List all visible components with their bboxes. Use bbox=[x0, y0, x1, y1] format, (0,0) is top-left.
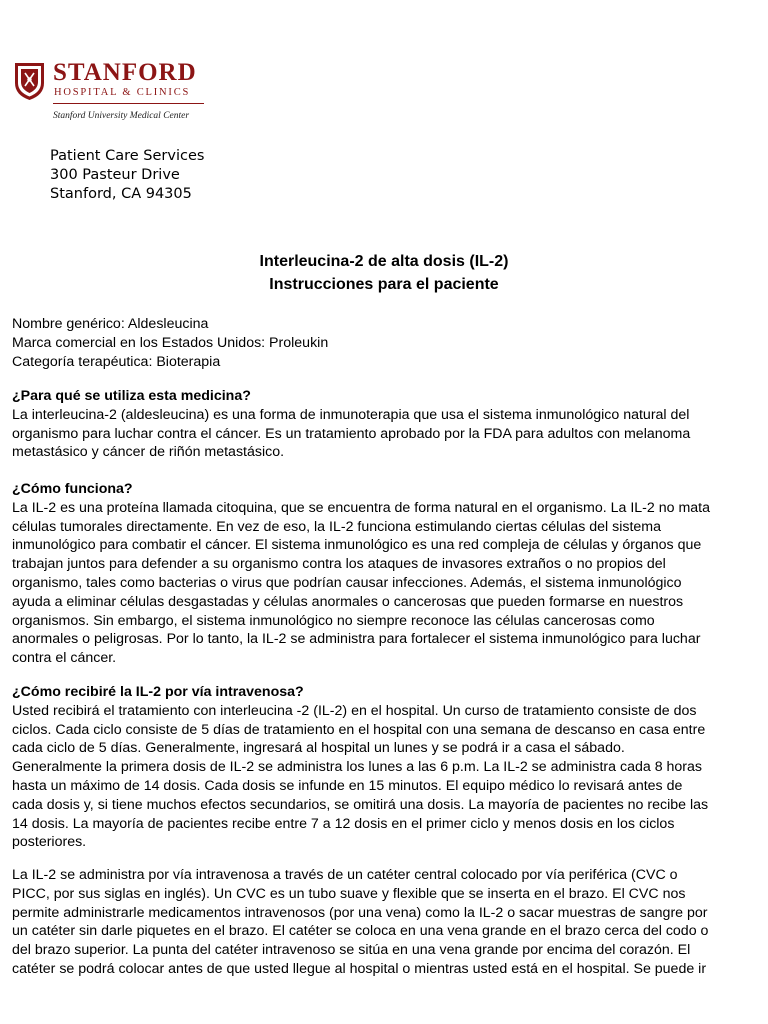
document-title: Interleucina-2 de alta dosis (IL-2) bbox=[259, 253, 509, 270]
document-subtitle: Instrucciones para el paciente bbox=[269, 276, 499, 293]
section-heading: ¿Cómo funciona? bbox=[12, 481, 133, 497]
paragraph-line: organismos. Sin embargo, el sistema inmunológico no siempre reconoce las células cancerosas como bbox=[12, 612, 655, 629]
generic-name: Nombre genérico: Aldesleucina bbox=[12, 316, 209, 332]
paragraph-line: contra el cáncer. bbox=[12, 650, 117, 667]
brand-name-us: Marca comercial en los Estados Unidos: Proleukin bbox=[12, 334, 329, 351]
paragraph-line: hasta un máximo de 14 dosis. Cada dosis se infunde en 15 minutos. El equipo médico lo revisará antes de bbox=[12, 777, 683, 794]
section-heading: ¿Cómo recibiré la IL-2 por vía intravenosa? bbox=[12, 684, 304, 700]
section-iv-administration bbox=[12, 683, 762, 852]
address-line: Patient Care Services bbox=[50, 148, 205, 164]
brand-subtitle: HOSPITAL & CLINICS bbox=[54, 87, 191, 98]
paragraph-line: posteriores. bbox=[12, 834, 87, 851]
paragraph-line: PICC, por sus siglas en inglés). Un CVC es un tubo suave y flexible que se inserta en el brazo. El CVC nos bbox=[12, 885, 686, 902]
section-heading: ¿Para qué se utiliza esta medicina? bbox=[12, 388, 251, 404]
paragraph-line: organismo para luchar contra el cáncer. Es un tratamiento aprobado por la FDA para adultos con melanoma bbox=[12, 425, 691, 442]
address-line: Stanford, CA 94305 bbox=[50, 186, 192, 202]
paragraph-line: ayuda a eliminar células desgastadas y células anormales o cancerosas que pueden formarse en nuestros bbox=[12, 593, 684, 610]
paragraph-line: cada ciclo de 5 días. Generalmente, ingresará al hospital un lunes y se podrá ir a casa el sábado. bbox=[12, 740, 625, 757]
paragraph-line: cada dosis y, si tiene muchos efectos secundarios, se omitirá una dosis. La mayoría de pacientes no recibe las bbox=[12, 796, 709, 813]
paragraph-line: 14 dosis. La mayoría de pacientes recibe entre 7 a 12 dosis en el primer ciclo y menos dosis en los ciclos bbox=[12, 815, 675, 832]
drug-info bbox=[12, 315, 762, 371]
brand-name: STANFORD bbox=[53, 59, 197, 86]
section-uses bbox=[12, 387, 762, 462]
paragraph-line: trabajan juntos para defender a su organismo contra los ataques de invasores extraños o no propios del bbox=[12, 556, 666, 573]
paragraph-line: organismo, tales como bacterias o virus que podrían causar infecciones. Además, el sistema inmunológico bbox=[12, 574, 682, 591]
paragraph-line: anormales o peligrosas. Por lo tanto, la IL-2 se administra para fortalecer el sistema inmunológico para luchar bbox=[12, 631, 701, 648]
paragraph-line: catéter se podrá colocar antes de que usted llegue al hospital o mientras usted está en el hospital. Se puede ir bbox=[12, 960, 707, 977]
stanford-logo bbox=[13, 58, 213, 128]
paragraph-line: células tumorales directamente. En vez de eso, la IL-2 funciona estimulando ciertas células del sistema bbox=[12, 518, 662, 535]
paragraph-line: del brazo superior. La punta del catéter intravenoso se sitúa en una vena grande por encima del corazón. El bbox=[12, 942, 691, 959]
brand-divider bbox=[53, 103, 204, 104]
paragraph-line: ciclos. Cada ciclo consiste de 5 días de tratamiento en el hospital con una semana de descanso en casa entre bbox=[12, 721, 706, 738]
brand-center: Stanford University Medical Center bbox=[53, 111, 190, 121]
paragraph-line: La interleucina-2 (aldesleucina) es una forma de inmunoterapia que usa el sistema inmunológico natural del bbox=[12, 406, 690, 423]
paragraph-line: inmunológico para combatir el cáncer. El sistema inmunológico es una red compleja de células y órganos que bbox=[12, 537, 702, 554]
paragraph-line: La IL-2 se administra por vía intravenosa a través de un catéter central colocado por vía periférica (CVC o bbox=[12, 867, 678, 883]
section-catheter bbox=[12, 866, 762, 979]
paragraph-line: Generalmente la primera dosis de IL-2 se administra los lunes a las 6 p.m. La IL-2 se administra cada 8 horas bbox=[12, 759, 703, 776]
paragraph-line: metastásico y cáncer de riñón metastásico. bbox=[12, 444, 285, 461]
paragraph-line: permite administrarle medicamentos intravenosos (por una vena) como la IL-2 o sacar muestras de sangre por bbox=[12, 904, 708, 921]
section-how-it-works bbox=[12, 480, 762, 668]
paragraph-line: un catéter sin darle piquetes en el brazo. El catéter se coloca en una vena grande en el brazo cerca del codo o bbox=[12, 923, 709, 940]
stanford-crest-icon bbox=[13, 61, 46, 101]
address-line: 300 Pasteur Drive bbox=[50, 167, 180, 183]
therapeutic-category: Categoría terapéutica: Bioterapia bbox=[12, 353, 221, 370]
paragraph-line: Usted recibirá el tratamiento con interleucina -2 (IL-2) en el hospital. Un curso de tratamiento consiste de dos bbox=[12, 702, 697, 719]
paragraph-line: La IL-2 es una proteína llamada citoquina, que se encuentra de forma natural en el organismo. La IL-2 no mata bbox=[12, 499, 710, 516]
address-block bbox=[50, 147, 204, 204]
